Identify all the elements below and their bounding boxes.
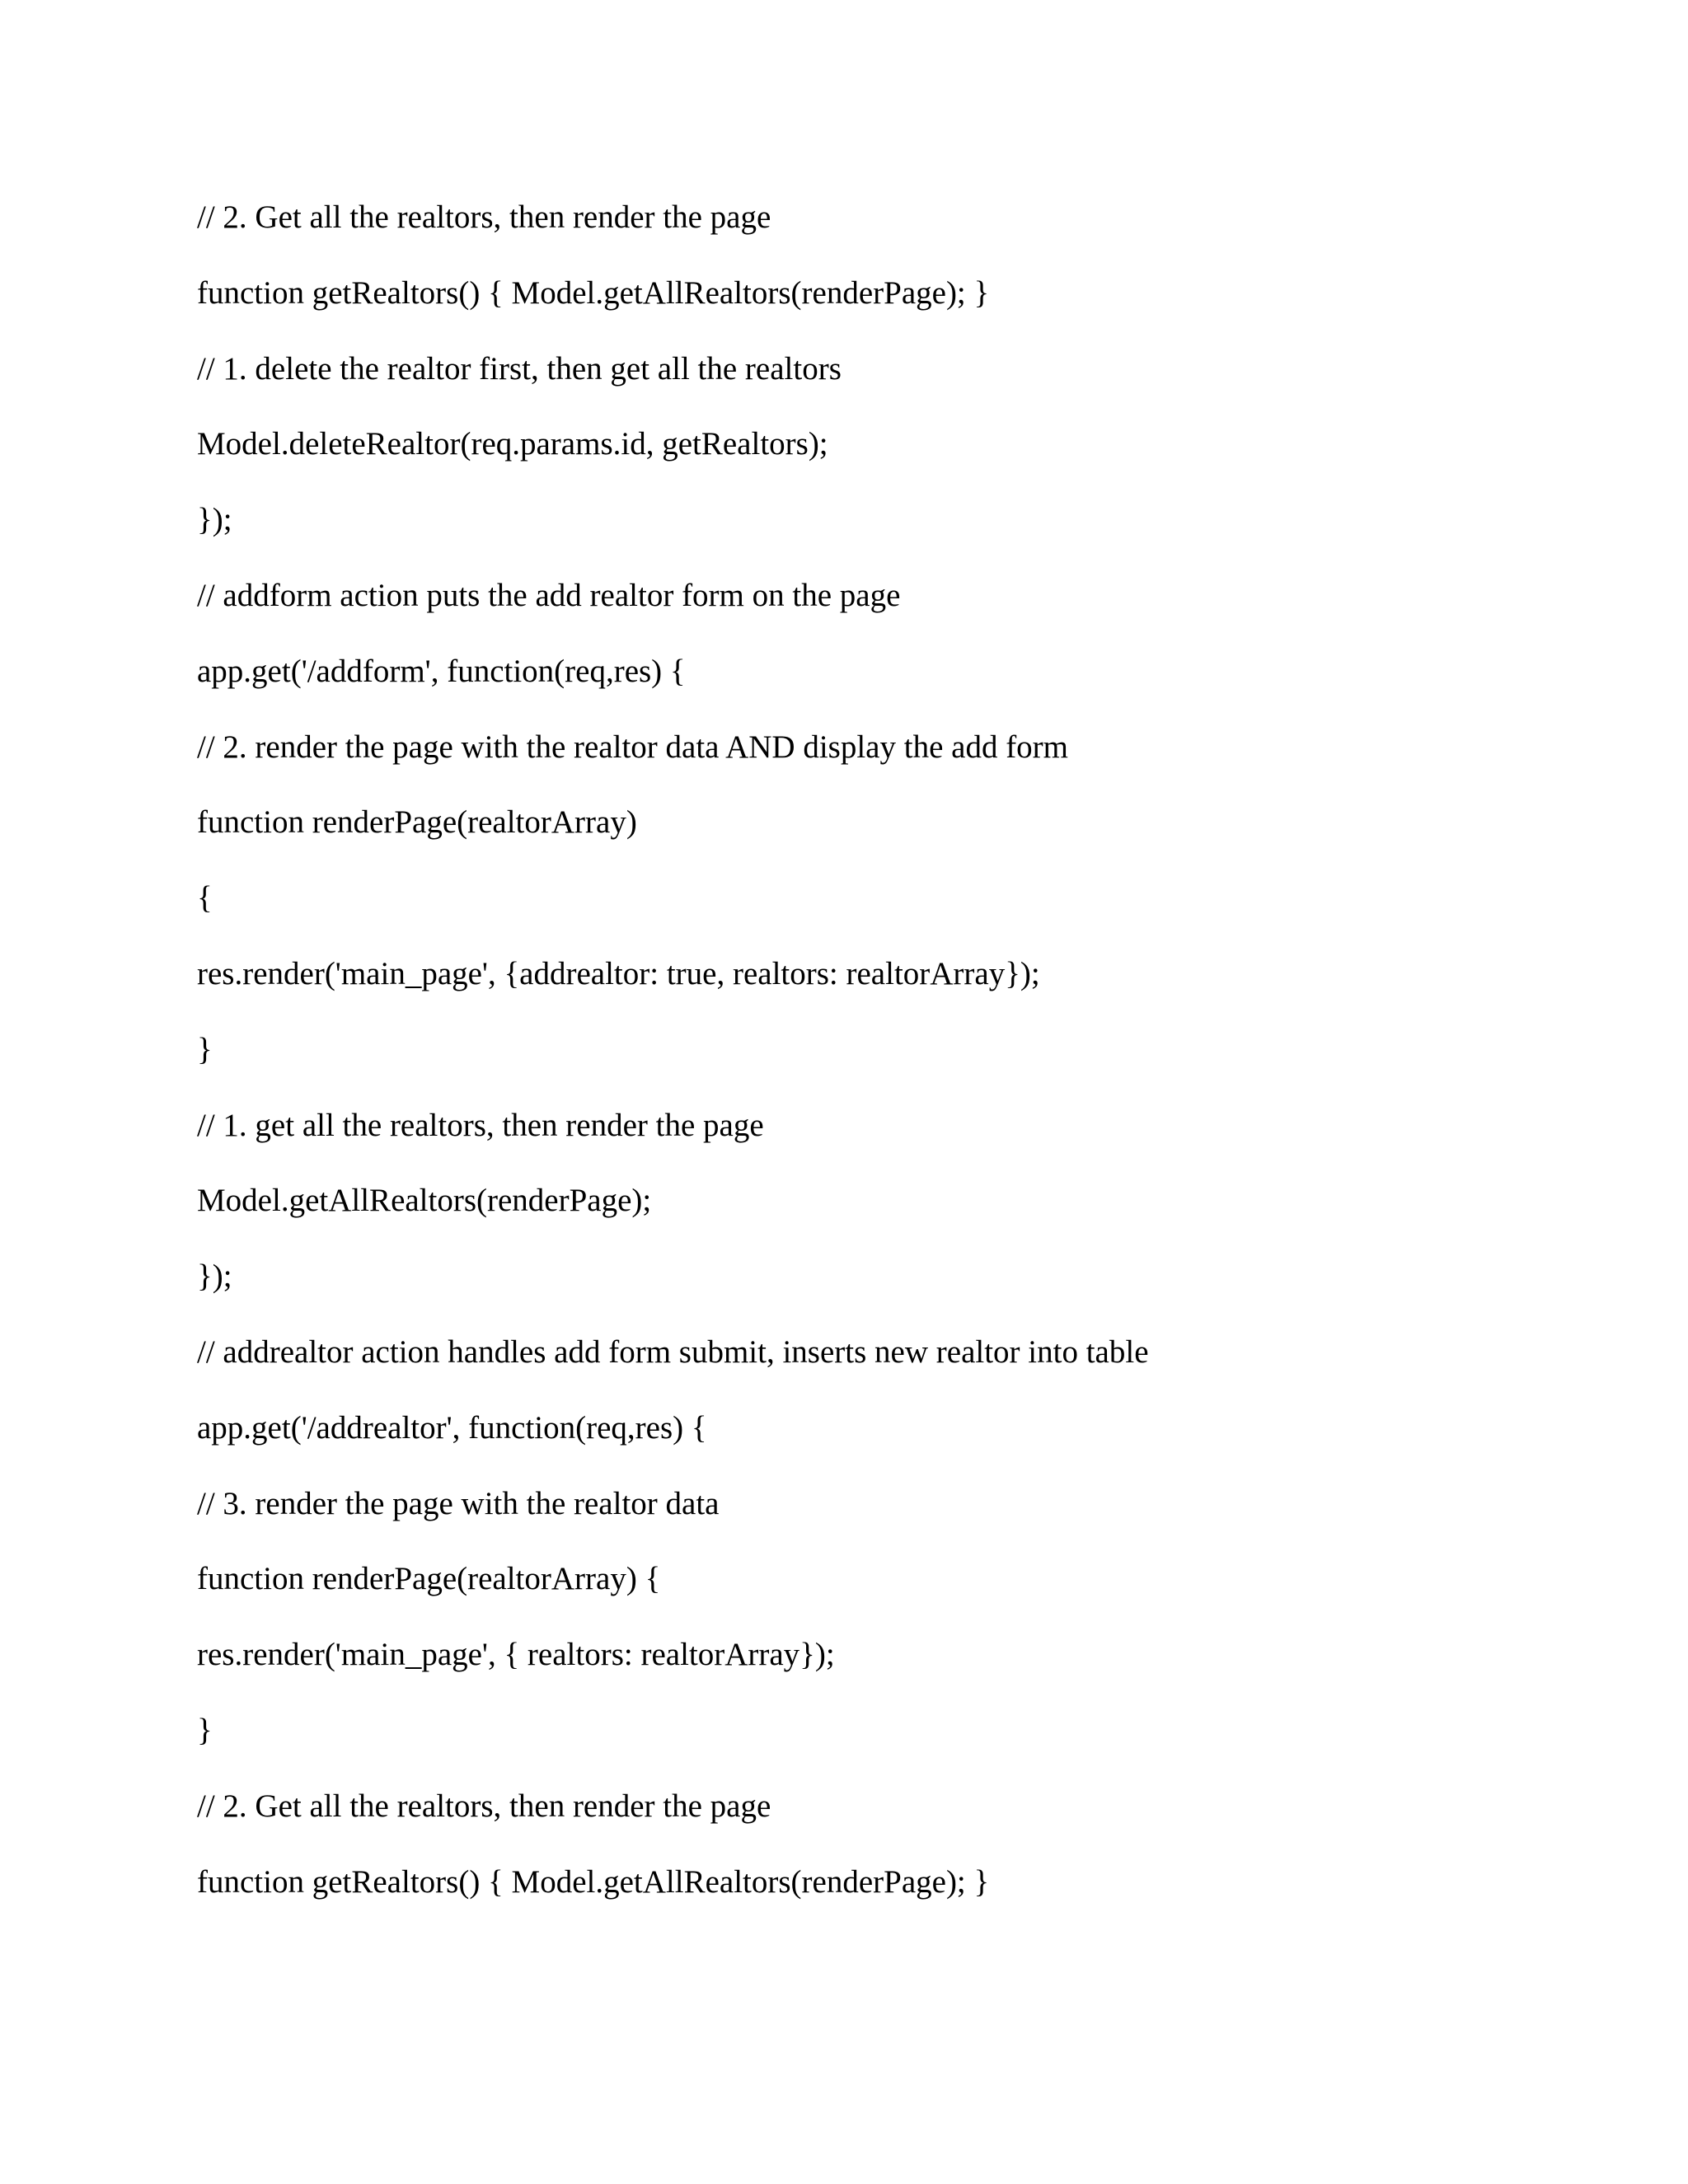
code-line: Model.getAllRealtors(renderPage); [197, 1183, 652, 1219]
code-line-comment: // 2. Get all the realtors, then render the page [197, 199, 771, 235]
code-line-comment: // 1. delete the realtor first, then get all the realtors [197, 350, 842, 387]
code-line: res.render('main_page', {addrealtor: true, realtors: realtorArray}); [197, 955, 1040, 991]
code-line: } [197, 1712, 213, 1748]
code-listing [197, 194, 1598, 1934]
code-line-comment: // addform action puts the add realtor form on the page [197, 577, 901, 613]
code-line: { [197, 880, 213, 916]
code-line: app.get('/addform', function(req,res) { [197, 653, 686, 689]
code-line: } [197, 1031, 213, 1067]
code-line-comment: // 3. render the page with the realtor data [197, 1485, 720, 1521]
code-line: function renderPage(realtorArray) { [197, 1561, 661, 1597]
code-line: }); [197, 1258, 232, 1295]
code-line: }); [197, 502, 232, 538]
code-line-comment: // 2. render the page with the realtor data AND display the add form [197, 729, 1068, 765]
code-line: function getRealtors() { Model.getAllRealtors(renderPage); } [197, 1863, 990, 1900]
code-line: function renderPage(realtorArray) [197, 804, 637, 841]
code-line: Model.deleteRealtor(req.params.id, getRealtors); [197, 426, 828, 462]
code-line: res.render('main_page', { realtors: realtorArray}); [197, 1637, 835, 1673]
code-line: app.get('/addrealtor', function(req,res) { [197, 1409, 707, 1446]
code-line: function getRealtors() { Model.getAllRealtors(renderPage); } [197, 274, 990, 311]
code-line-comment: // 2. Get all the realtors, then render the page [197, 1788, 771, 1824]
code-line-comment: // addrealtor action handles add form submit, inserts new realtor into table [197, 1333, 1149, 1370]
code-line-comment: // 1. get all the realtors, then render the page [197, 1107, 764, 1143]
